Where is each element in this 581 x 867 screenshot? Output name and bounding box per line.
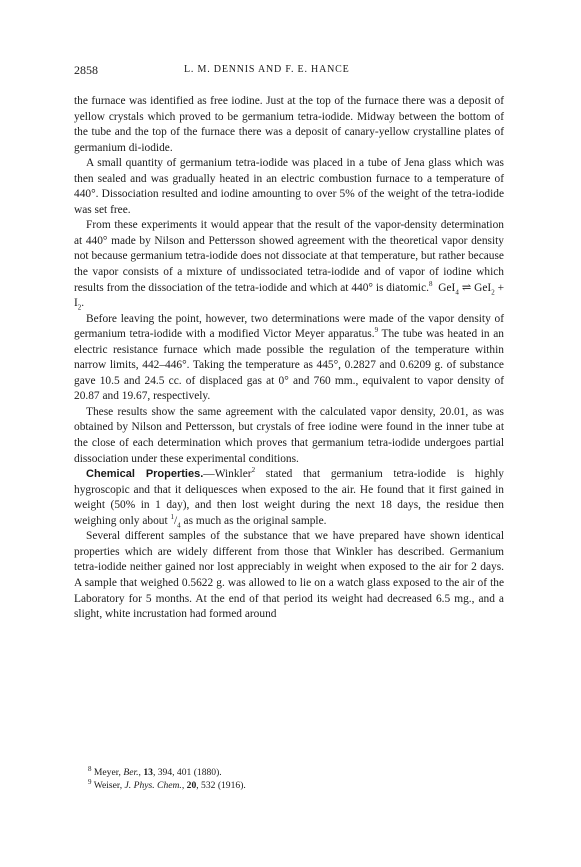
paragraph-4-text-a: Before leaving the point, however, two determinations were made of the vapor density of germanium tetra-iodide with a modified Victor Meyer apparatus. [74, 312, 504, 341]
paragraph-6-text-b: stated that germanium tetra-iodide is highly hygroscopic and that it deliquesces when exposed to the air. He found that it first gained in weight (50% in 1 day), and then lost weight during the next 18 days, the residue then weighing only about [74, 468, 504, 527]
paragraph-4-text-b: The tube was heated in an electric resistance furnace which made possible the regulation of the temperature within narrow limits, 442–446°. Taking the temperature as 445°, 0.2827 and 0.6209 g. of substance gave 10.5 and 24.5 cc. of displaced gas at 0° and 760 mm., equivalent to vapor density of 20.87 and 19.67, respectively. [74, 328, 504, 403]
paragraph-2: A small quantity of germanium tetra-iodide was placed in a tube of Jena glass which was then sealed and was gradually heated in an electric combustion furnace to a temperature of 440°. Dissociation resulted and iodine amounting to over 5% of the weight of the tetra-iodide was set free. [74, 157, 504, 216]
paragraph-3 [74, 218, 504, 311]
page-header [74, 62, 504, 78]
paragraph-5: These results show the same agreement with the calculated vapor density, 20.01, as was obtained by Nilson and Pettersson, but crystals of free iodine were found in the inner tube at the close of each determination which proves that germanium tetra-iodide undergoes partial dissociation under these experimental conditions. [74, 405, 504, 465]
paragraph-6-text-c: as much as the original sample. [180, 514, 327, 527]
paragraph-4 [74, 312, 504, 405]
equilibrium-equation: GeI$_4$ ⇌ $GeI_2 + I_2$. [74, 281, 504, 312]
paragraph-1: the furnace was identified as free iodine. Just at the top of the furnace there was a deposit of yellow crystals which proved to be germanium tetra-iodide. Midway between the bottom of the tube and the top of the furnace there was a deposit of canary-yellow crystalline plates of germanium di-iodide. [74, 95, 504, 154]
running-head: L. M. DENNIS AND F. E. HANCE [184, 64, 350, 75]
fraction-denominator: 4 [177, 521, 181, 530]
footnotes [74, 766, 504, 792]
page-number: 2858 [74, 63, 98, 77]
footnote-9: $^9$ Weiser, J. Phys. Chem., 20, 532 (1916). [88, 777, 246, 791]
paragraph-7: Several different samples of the substance that we have prepared have shown identical properties which are widely different from those that Winkler has described. Germanium tetra-iodide neither gained nor lost appreciably in weight when exposed to the air for 2 days. A sample that weighed 0.5622 g. was allowed to lie on a watch glass exposed to the air of the Laboratory for 5 months. At the end of that period its weight had decreased 6.5 mg., and a slight, white incrustation had formed around [74, 530, 504, 621]
body-text [74, 94, 504, 623]
paragraph-3-text: From these experiments it would appear that the result of the vapor-density determination at 440° made by Nilson and Pettersson showed agreement with the theoretical vapor density not because germanium tetra-iodide does not dissociate at that temperature, but rather because the vapor consists of a mixture of undissociated tetra-iodide and of vapor of iodine which results from the dissociation of the tetra-iodide and which at 440° is diatomic. [74, 219, 504, 294]
footnote-ref-9: 9 [374, 326, 379, 335]
footnote-ref-8: 8 [429, 279, 433, 288]
paragraph-6-text-a: —Winkler [203, 468, 252, 481]
fraction-numerator: 1 [170, 512, 174, 521]
section-run-in-heading: Chemical Properties. [86, 468, 204, 481]
footnote-ref-2: 2 [251, 466, 256, 475]
footnote-8: $^8$ Meyer, Ber., 13, 394, 401 (1880). [88, 764, 222, 778]
paragraph-6: Chemical Properties.—Winkler$^2$ stated that germanium tetra-iodide is highly hygroscopic and that it deliquesces when exposed to the air. He found that it first gained in weight (50% in 1 day), and then lost weight during the next 18 days, the residue then weighing only about $^1/_4$ as much as the original sample. [74, 466, 504, 530]
